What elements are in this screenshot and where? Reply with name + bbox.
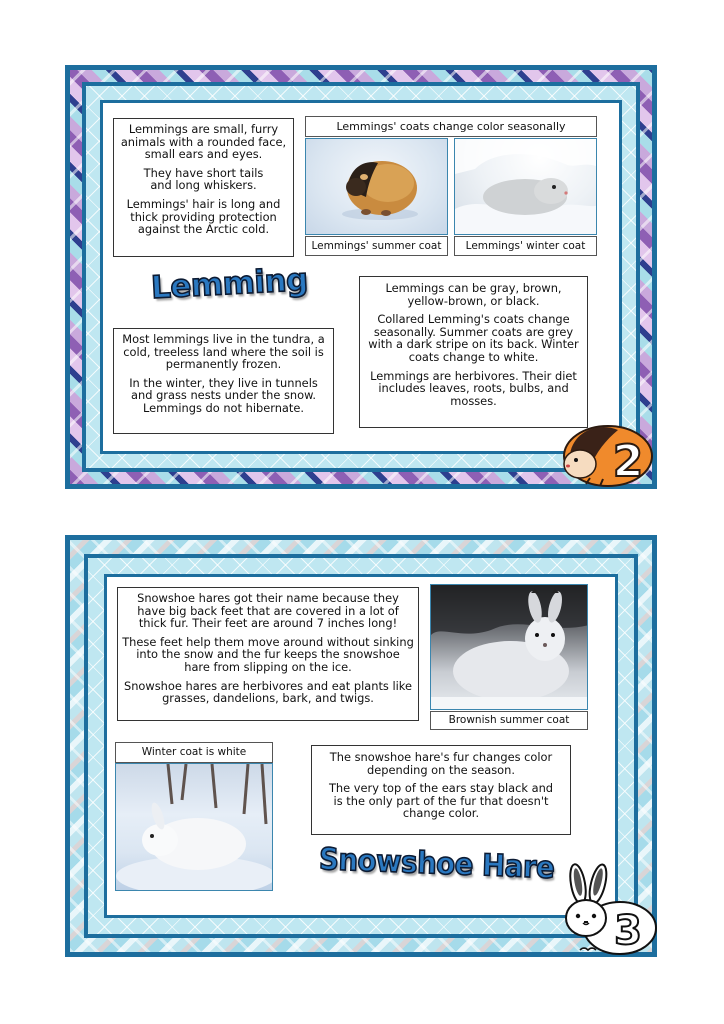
hare-intro-p2: These feet help them move around without sinking into the snow and the fur keeps the snowshoe hare from slipping on the ice. — [122, 634, 414, 674]
lemming-intro-box — [113, 118, 294, 257]
hare-fur-box — [311, 745, 571, 835]
hare-winter-photo — [115, 763, 273, 891]
hare-title: Snowshoe Hare — [318, 842, 555, 886]
lemming-summer-photo — [305, 138, 448, 235]
lemming-coat-p1: Lemmings can be gray, brown, yellow-brown, or black. — [385, 281, 562, 308]
hare-summer-photo — [430, 584, 588, 710]
lemming-winter-photo — [454, 138, 597, 235]
lemming-photo-header: Lemmings' coats change color seasonally — [305, 116, 597, 137]
hare-card-content-panel — [104, 574, 618, 918]
lemming-habitat-box — [113, 328, 334, 434]
lemming-intro-p3: Lemmings' hair is long and thick providing protection against the Arctic cold. — [126, 196, 281, 237]
hare-intro-p3: Snowshoe hares are herbivores and eat plants like grasses, dandelions, bark, and twigs. — [123, 678, 412, 706]
lemming-coat-p3: Lemmings are herbivores. Their diet includes leaves, roots, bulbs, and mosses. — [370, 368, 577, 408]
lemming-card-content-panel — [100, 100, 622, 454]
lemming-card — [65, 65, 657, 489]
lemming-title: Lemming — [150, 261, 309, 307]
lemming-intro-p1: Lemmings are small, furry animals with a rounded face, small ears and eyes. — [120, 122, 287, 162]
hare-summer-icon — [431, 585, 588, 710]
hare-winter-caption: Winter coat is white — [115, 742, 273, 763]
hare-mascot-icon — [558, 862, 658, 960]
hare-fur-p1: The snowshoe hare's fur changes color depending on the season. — [329, 750, 553, 777]
lemming-mascot-icon — [556, 410, 656, 488]
hare-fur-p2: The very top of the ears stay black and is the only part of the fur that doesn't change color. — [328, 781, 554, 821]
lemming-winter-icon — [455, 139, 597, 235]
hare-intro-p1: Snowshoe hares got their name because they have big back feet that are covered in a lot of thick fur. Their feet are around 7 inches long! — [137, 591, 399, 631]
svg-text:2: 2 — [612, 436, 644, 487]
lemming-summer-icon — [306, 139, 448, 235]
lemming-summer-caption: Lemmings' summer coat — [305, 236, 448, 256]
lemming-intro-p2: They have short tails and long whiskers. — [143, 165, 264, 193]
hare-card-middle-frame — [84, 554, 638, 938]
hare-winter-icon — [116, 764, 273, 891]
lemming-habitat-p1: Most lemmings live in the tundra, a cold, treeless land where the soil is permanently frozen. — [122, 332, 325, 372]
lemming-winter-caption: Lemmings' winter coat — [454, 236, 597, 256]
hare-intro-box — [117, 587, 419, 721]
lemming-coat-box — [359, 276, 588, 428]
snowshoe-hare-card — [65, 535, 657, 957]
lemming-habitat-p2: In the winter, they live in tunnels and grass nests under the snow. Lemmings do not hibernate. — [129, 375, 318, 415]
hare-summer-caption: Brownish summer coat — [430, 711, 588, 730]
lemming-coat-p2: Collared Lemming's coats change seasonally. Summer coats are grey with a dark stripe on its back. Winter coats change to white. — [368, 312, 579, 364]
svg-text:3: 3 — [614, 908, 642, 954]
